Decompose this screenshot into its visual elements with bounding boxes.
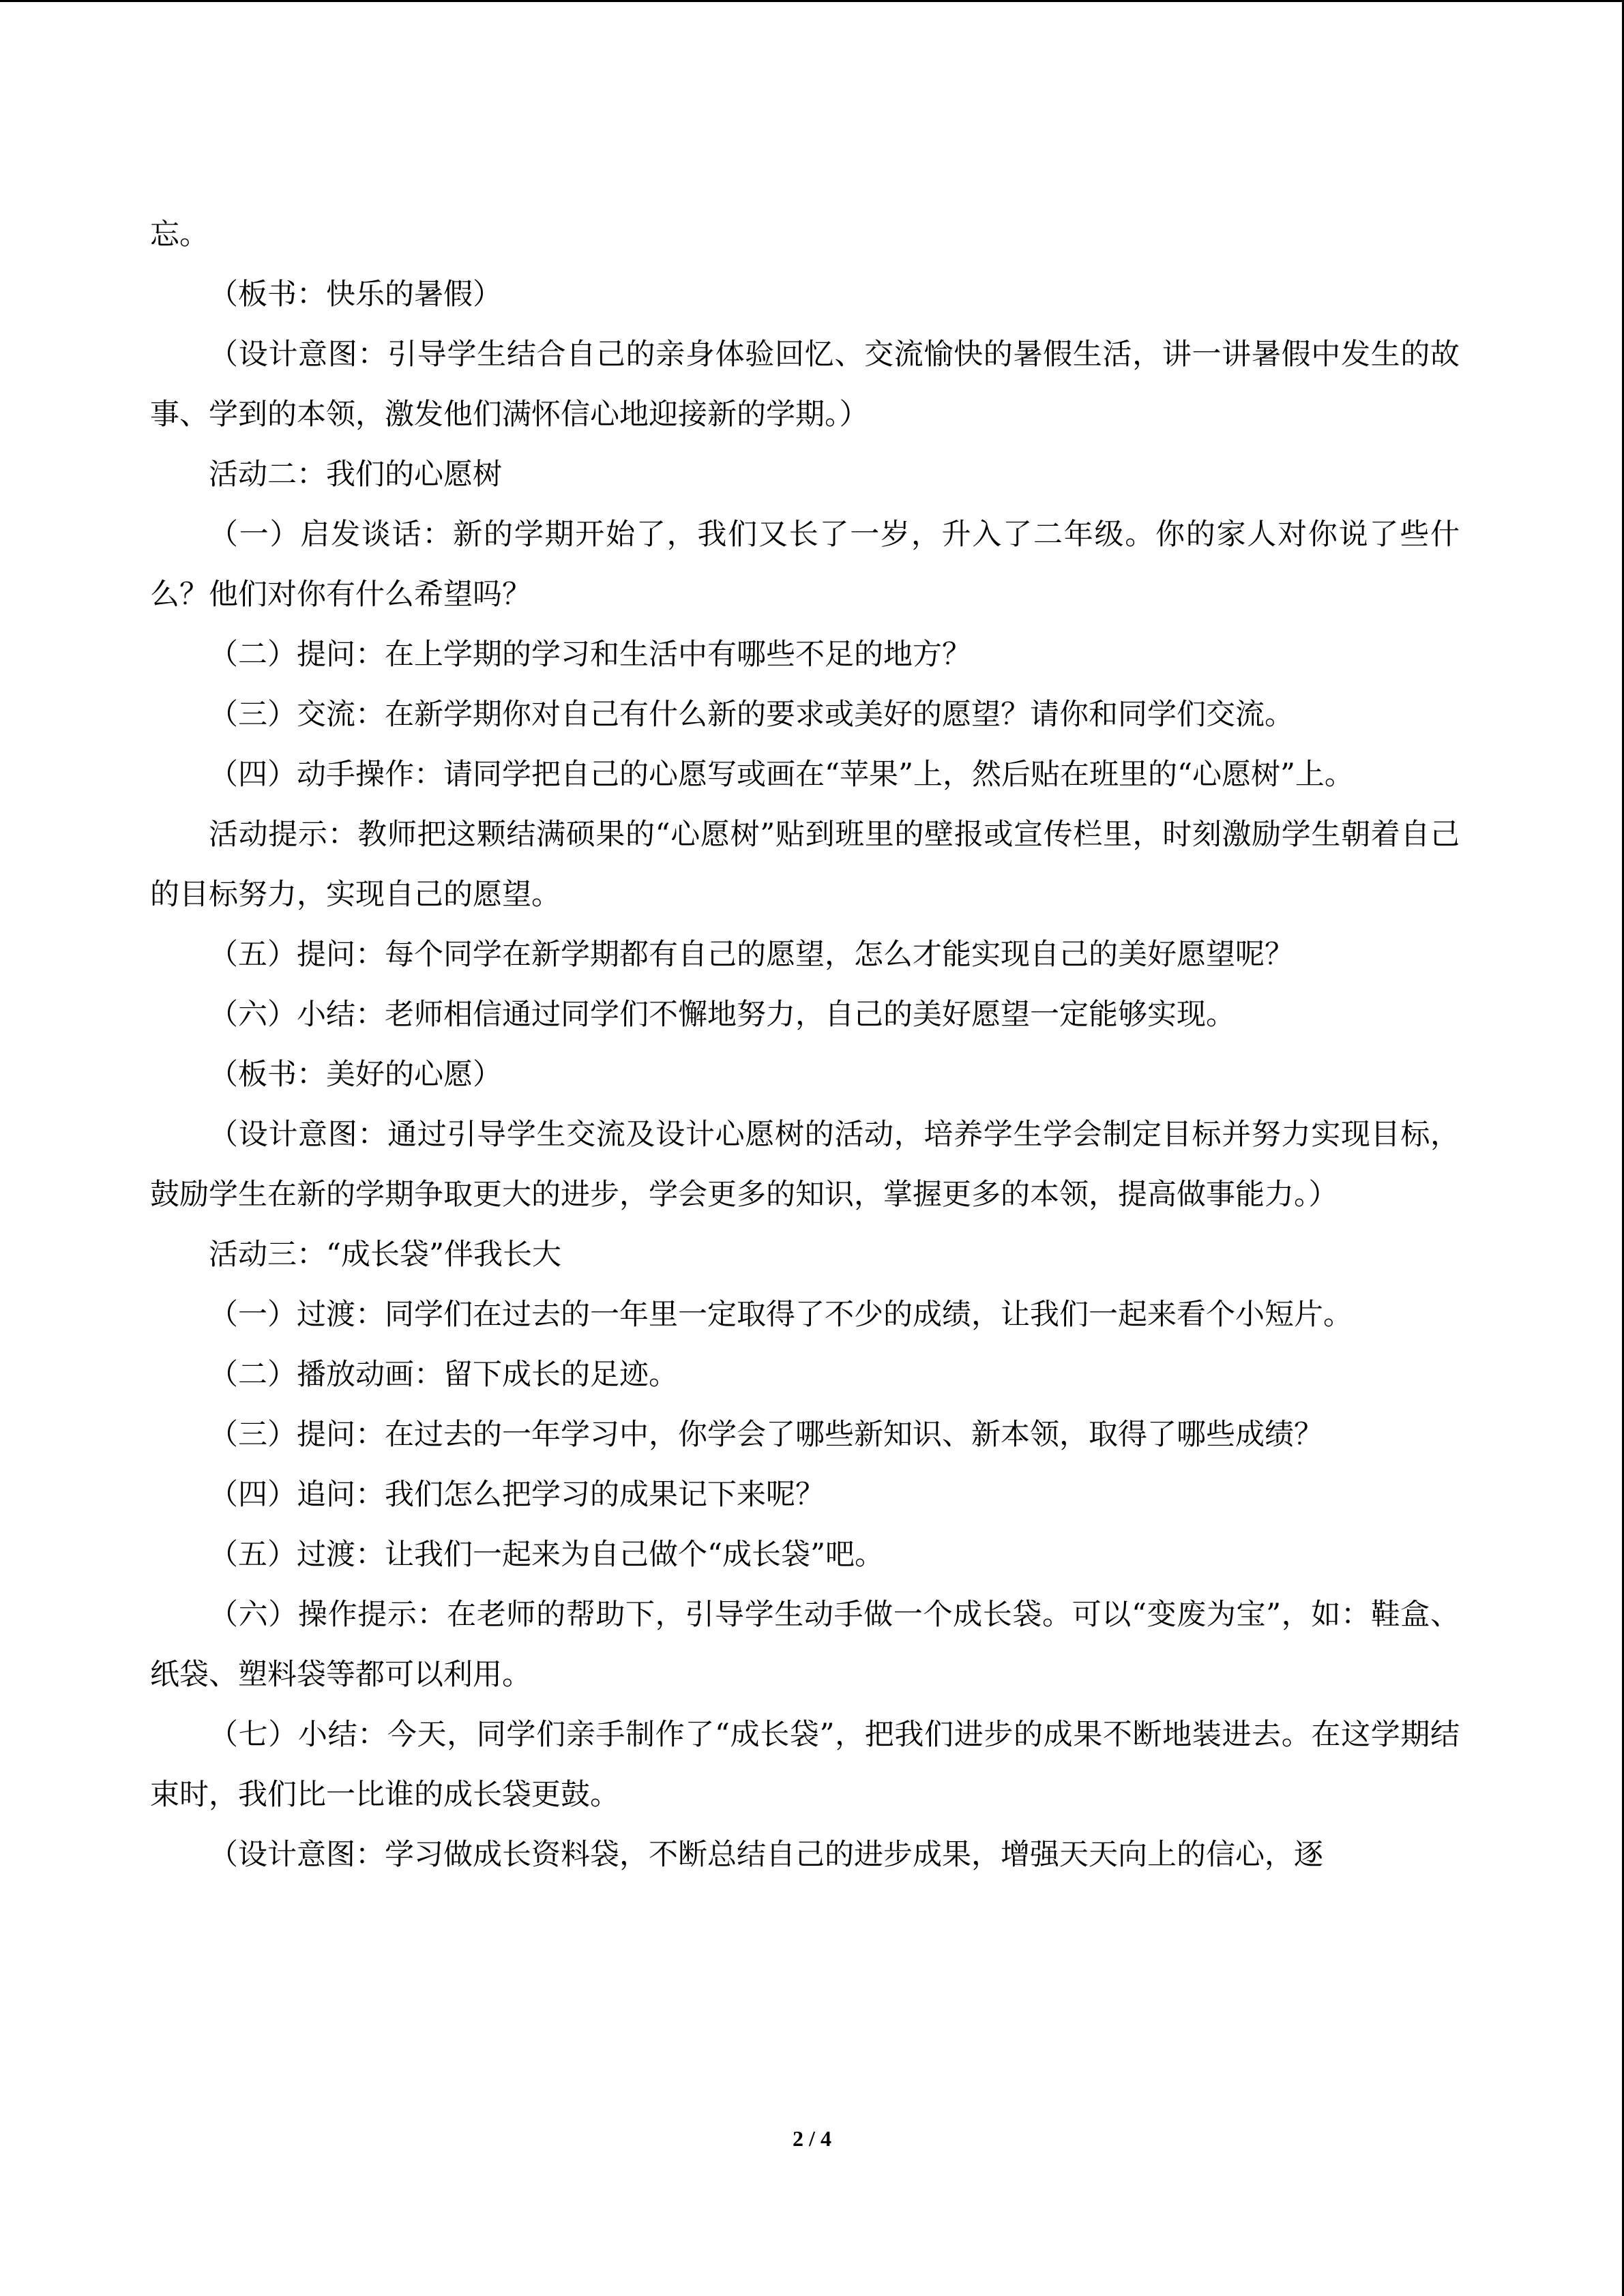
paragraph-step-4: （四）动手操作：请同学把自己的心愿写或画在“苹果”上，然后贴在班里的“心愿树”上。 [209,758,1354,792]
paragraph-a3-step-2: （二）播放动画：留下成长的足迹。 [209,1358,678,1392]
page-number: 2 / 4 [793,2126,831,2151]
paragraph-step-6: （六）小结：老师相信通过同学们不懈地努力，自己的美好愿望一定能够实现。 [209,998,1235,1032]
section-heading-activity-3: 活动三：“成长袋”伴我长大 [209,1238,561,1272]
page-top-border [0,0,1624,2]
document-body [150,205,1460,1885]
paragraph-a3-step-4: （四）追问：我们怎么把学习的成果记下来呢？ [209,1478,825,1512]
paragraph-board-note-summer: （板书：快乐的暑假） [209,278,502,312]
paragraph-design-intent-1: （设计意图：引导学生结合自己的亲身体验回忆、交流愉快的暑假生活，讲一讲暑假中发生的故事、学到的本领，激发他们满怀信心地迎接新的学期。） [150,338,1460,432]
paragraph-step-1: （一）启发谈话：新的学期开始了，我们又长了一岁，升入了二年级。你的家人对你说了些什么？他们对你有什么希望吗？ [150,518,1460,612]
paragraph-design-intent-2: （设计意图：通过引导学生交流及设计心愿树的活动，培养学生学会制定目标并努力实现目标，鼓励学生在新的学期争取更大的进步，学会更多的知识，掌握更多的本领，提高做事能力。） [150,1118,1460,1212]
paragraph-a3-step-7: （七）小结：今天，同学们亲手制作了“成长袋”，把我们进步的成果不断地装进去。在这学期结束时，我们比一比谁的成长袋更鼓。 [150,1718,1460,1812]
paragraph-step-5: （五）提问：每个同学在新学期都有自己的愿望，怎么才能实现自己的美好愿望呢？ [209,938,1294,972]
paragraph-a3-step-6: （六）操作提示：在老师的帮助下，引导学生动手做一个成长袋。可以“变废为宝”，如：鞋盒、纸袋、塑料袋等都可以利用。 [150,1598,1460,1692]
paragraph-a3-step-5: （五）过渡：让我们一起来为自己做个“成长袋”吧。 [209,1538,884,1572]
paragraph-a3-step-1: （一）过渡：同学们在过去的一年里一定取得了不少的成绩，让我们一起来看个小短片。 [209,1298,1353,1332]
paragraph-board-note-wishes: （板书：美好的心愿） [209,1058,502,1092]
paragraph-a3-step-3: （三）提问：在过去的一年学习中，你学会了哪些新知识、新本领，取得了哪些成绩？ [209,1418,1323,1452]
paragraph-step-2: （二）提问：在上学期的学习和生活中有哪些不足的地方？ [209,638,971,672]
paragraph-design-intent-3: （设计意图：学习做成长资料袋，不断总结自己的进步成果，增强天天向上的信心，逐 [209,1838,1323,1872]
paragraph-activity-tip: 活动提示：教师把这颗结满硕果的“心愿树”贴到班里的壁报或宣传栏里，时刻激励学生朝着自己的目标努力，实现自己的愿望。 [150,818,1460,912]
section-heading-activity-2: 活动二：我们的心愿树 [209,458,502,492]
paragraph-step-3: （三）交流：在新学期你对自己有什么新的要求或美好的愿望？请你和同学们交流。 [209,698,1294,732]
paragraph-continuation: 忘。 [150,218,209,252]
